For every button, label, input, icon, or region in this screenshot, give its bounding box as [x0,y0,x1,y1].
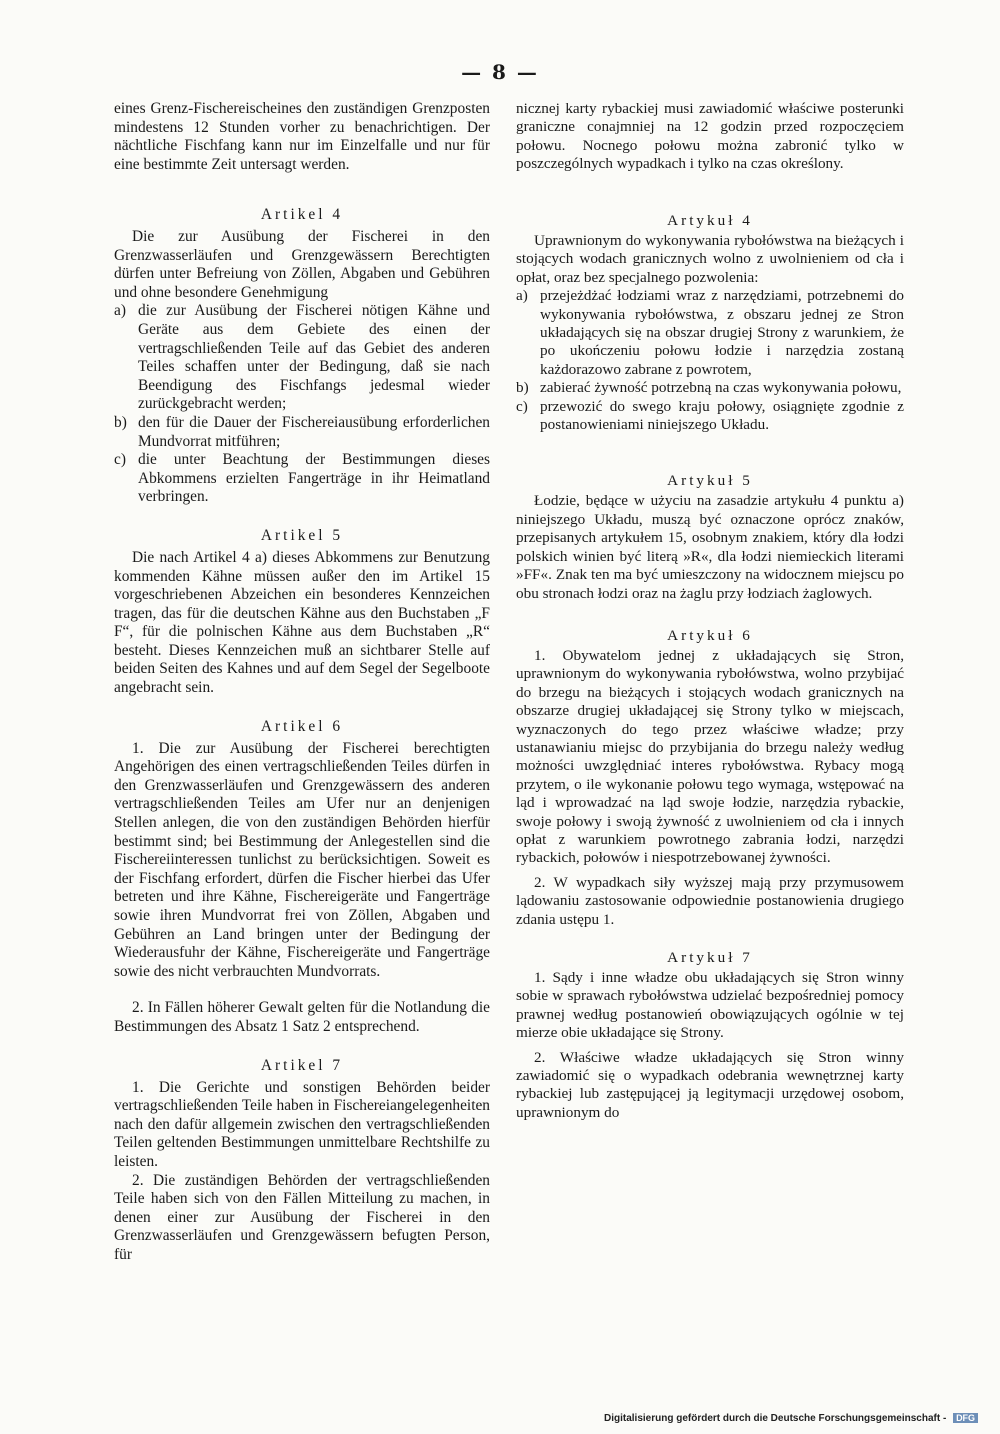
de-article-4-text: Die zur Ausübung der Fischerei in den Grenzwasserläufen und Grenzgewässern Berechtigten dürfen unter Befreiung von Zöllen, Abgaben und Gebühren und ohne besondere Genehmigung [114,228,490,301]
item-text: die zur Ausübung der Fischerei nötigen Kähne und Geräte aus dem Gebiete des einen der vertragschließenden Teile auf das Gebiet des anderen Teiles schaffen unter der Bedingung, daß sie nach Beendigung des Fischfangs jedesmal wieder zurückgebracht werden; [138,302,490,413]
footer-text: Digitalisierung gefördert durch die Deutsche Forschungsgemeinschaft - [604,1413,947,1424]
item-marker: a) [516,287,528,305]
pl-article-6-title: Artykuł 6 [667,626,753,644]
dfg-logo: DFG [953,1413,978,1423]
de-article-7-par-1: 1. Die Gerichte und sonstigen Behörden beider vertragschließenden Teile haben in Fischereiangelegenheiten nach den dafür allgemein zwischen den vertragschließenden Teilen geltenden Bestimmungen unmittelbare Rechtshilfe zu leisten. [114,1078,490,1170]
de-intro: eines Grenz-Fischereischeines den zuständigen Grenzposten mindestens 12 Stunden vorher zu benachrichtigen. Der nächtliche Fischfang kann nur im Einzelfalle und nur für eine bestimmte Zeit untersagt werden. [114,100,490,173]
pl-article-5-title: Artykuł 5 [667,472,753,490]
de-article-4-item-c [114,451,490,507]
item-text: przewozić do swego kraju połowy, osiągnięte zgodnie z postanowieniami niniejszego Układu. [540,397,904,434]
de-article-6-title: Artikel 6 [260,717,344,735]
pl-article-7-title: Artykuł 7 [667,949,753,966]
pl-article-4-title: Artykuł 4 [667,212,753,229]
de-article-7-title: Artikel 7 [260,1056,344,1074]
de-article-5-text: Die nach Artikel 4 a) dieses Abkommens zur Benutzung kommenden Kähne müssen außer den im Artikel 15 vorgeschriebenen Abzeichen ein besonderes Kennzeichen tragen, das für die deutschen Kähne aus den Buchstaben „F F“, für die polnischen Kähne aus dem Buchstaben „R“ besteht. Dieses Kennzeichen muß an sichtbarer Stelle auf beiden Seiten des Kahnes und auf dem Segel der Segelboote angebracht sein. [114,548,490,697]
item-text: przejeżdżać łodziami wraz z narzędziami, potrzebnemi do wykonywania rybołówstwa, z obszaru jednej ze Stron układających się na obszar drugiej Strony z warunkiem, że po ukończeniu połowu łodzie i narzędzia zostaną każdorazowo zabrane z powrotem, [540,287,904,378]
item-marker: a) [114,302,126,320]
item-marker: c) [516,397,528,415]
pl-article-7-par-2: 2. Właściwe władze układających się Stron winny zawiadomić się o wypadkach odebrania wewnętrznej karty rybackiej lub zastępującej ją legitymacji urzędowej osobom, uprawnionym do [516,1048,904,1121]
de-article-5-title: Artikel 5 [260,526,344,544]
item-marker: b) [114,413,127,431]
german-column [114,100,490,1265]
pl-article-4-item-b [516,379,904,397]
polish-column [516,100,904,1122]
item-text: die unter Beachtung der Bestimmungen dieses Abkommens erzielten Fangerträge in ihr Heimatland verbringen. [138,451,490,506]
item-marker: b) [516,379,529,397]
de-article-6-par-1: 1. Die zur Ausübung der Fischerei berechtigten Angehörigen des einen vertragschließenden Teiles dürfen in den Grenzwasserläufen und Grenzgewässern des anderen vertragschließenden Teiles am Ufer nur an denjenigen Stellen anlegen, die von den zuständigen Behörden hierfür bestimmt sind; bei Bestimmung der Anlegestellen sind die Fischereiinteressen tunlichst zu berücksichtigen. Soweit es der Fischfang erfordert, dürfen die Fischer hierbei das Ufer betreten und ihre Kähne, Fischereigeräte und Fangerträge sowie ihren Mundvorrat frei von Zöllen, Abgaben und Gebühren an Land bringen unter der Bedingung der Wiederausfuhr der Kähne, Fischereigeräte und Fangerträge sowie des nicht verbrauchten Mundvorrats. [114,739,490,980]
de-article-4-title: Artikel 4 [260,206,344,223]
page-number: — 8 — [461,60,539,84]
de-article-4-item-b [114,414,490,451]
pl-article-7-par-1: 1. Sądy i inne władze obu układających się Stron winny sobie w sprawach rybołówstwa udzielać bezpośredniej pomocy prawnej według postanowień obowiązujących ogólnie w tej mierze obie układające się Strony. [516,969,904,1042]
footer-credit [604,1413,978,1424]
pl-article-4-item-a [516,287,904,379]
pl-article-6-par-2: 2. W wypadkach siły wyższej mają przy przymusowem lądowaniu zastosowanie odpowiednie postanowienia drugiego zdania ustępu 1. [516,873,904,928]
de-article-4-item-a [114,302,490,414]
de-article-6-par-2: 2. In Fällen höherer Gewalt gelten für die Notlandung die Bestimmungen des Absatz 1 Satz 2 entsprechend. [114,999,490,1035]
pl-article-4-text: Uprawnionym do wykonywania rybołówstwa na bieżących i stojących wodach granicznych wolno z uwolnieniem od cła i opłat, oraz bez specjalnego pozwolenia: [516,232,904,286]
pl-article-5-text: Łodzie, będące w użyciu na zasadzie artykułu 4 punktu a) niniejszego Układu, muszą być oznaczone oprócz znaków, przepisanych artykułem 15, osobnym znakiem, który dla łodzi polskich winien być literą »R«, dla łodzi niemieckich literami »FF«. Znak ten ma być umieszczony na widocznem miejscu po obu stronach łodzi oraz na żaglu przy łodziach żaglowych. [516,492,904,602]
pl-article-4-item-c [516,398,904,435]
de-article-7-par-2: 2. Die zuständigen Behörden der vertragschließenden Teile haben sich von den Fällen Mitteilung zu machen, in denen einer zur Ausübung der Fischerei in den Grenzwasserläufen und Grenzgewässern befugten Person, für [114,1171,490,1263]
item-text: den für die Dauer der Fischereiausübung erforderlichen Mundvorrat mitführen; [138,413,490,450]
item-marker: c) [114,451,126,469]
item-text: zabierać żywność potrzebną na czas wykonywania połowu, [540,379,902,397]
pl-intro: nicznej karty rybackiej musi zawiadomić właściwe posterunki graniczne conajmniej na 12 godzin przed rozpoczęciem połowu. Nocnego połowu można zabronić tylko w poszczególnych wypadkach i tylko na czas określony. [516,100,904,173]
pl-article-6-par-1: 1. Obywatelom jednej z układających się Stron, uprawnionym do wykonywania rybołówstwa, wolno przybijać do brzegu na bieżących i stojących wodach granicznych na obszarze drugiej układającej się Strony tylko w miejscach, wyznaczonych do tego przez właściwe władze; przy ustanawianiu miejsc do przybijania do brzegu należy według możności uwzględniać interes rybołówstwa. Rybacy mogą przytem, o ile wykonanie połowu tego wymaga, wstępować na ląd i wprowadzać na ląd swoje łodzie, narzędzia rybackie, swoje połowy i swoją żywność z uwolnieniem od cła i innych opłat z warunkiem powrotnego zabrania łodzi, narzędzi rybackich, połowów i niespotrzebowanej żywności. [516,646,904,867]
